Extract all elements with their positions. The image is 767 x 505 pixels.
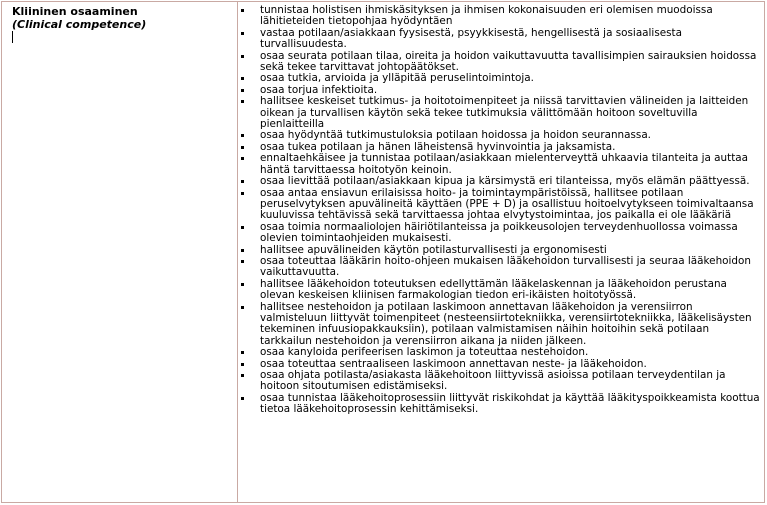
list-item: osaa torjua infektioita. bbox=[260, 85, 760, 96]
list-item: vastaa potilaan/asiakkaan fyysisestä, psyykkisestä, hengellisestä ja sosiaalisesta turvallisuudesta. bbox=[260, 28, 760, 51]
competence-table bbox=[1, 1, 765, 503]
section-title-en: (Clinical competence) bbox=[12, 18, 147, 31]
competence-list-cell bbox=[238, 2, 764, 502]
text-cursor bbox=[12, 31, 13, 43]
list-item: osaa seurata potilaan tilaa, oireita ja hoidon vaikuttavuutta tavallisimpien sairauksien hoidossa sekä tekee tarvittavat johtopäätökset. bbox=[260, 51, 760, 74]
list-item: osaa tunnistaa lääkehoitoprosessiin liittyvät riskikohdat ja käyttää lääkityspoikkeamista koottua tietoa lääkehoitoprosessin kehittämiseksi. bbox=[260, 391, 760, 416]
list-item: hallitsee nestehoidon ja potilaan laskimoon annettavan lääkehoidon ja verensiirron valmisteluun liittyvät toimenpiteet (nesteensiirtotekniikka, verensiirtotekniikka, lääkelisäysten tekeminen infuusiopakkauksiin), potilaan valmistamisen näihin hoitoihin sekä potilaan tarkkailun nestehoidon ja verensiirron aikana ja niiden jälkeen. bbox=[260, 302, 760, 348]
list-item: osaa hyödyntää tutkimustuloksia potilaan hoidossa ja hoidon seurannassa. bbox=[260, 130, 760, 141]
list-item: osaa ohjata potilasta/asiakasta lääkehoitoon liittyvissä asioissa potilaan terveydentilan ja hoitoon sitoutumisen edistämiseksi. bbox=[260, 370, 760, 393]
list-item: osaa tutkia, arvioida ja ylläpitää peruselintoimintoja. bbox=[260, 73, 760, 84]
list-item: tunnistaa holistisen ihmiskäsityksen ja ihmisen kokonaisuuden eri olemisen muodoissa lähitieteiden tietopohjaa hyödyntäen bbox=[260, 5, 760, 28]
list-item: osaa toteuttaa sentraaliseen laskimoon annettavan neste- ja lääkehoidon. bbox=[260, 359, 760, 370]
list-item: hallitsee lääkehoidon toteutuksen edellyttämän lääkelaskennan ja lääkehoidon perustana olevan keskeisen kliinisen farmakologian tiedon eri-ikäisten hoitotyössä. bbox=[260, 279, 760, 302]
list-item: osaa lievittää potilaan/asiakkaan kipua ja kärsimystä eri tilanteissa, myös elämän päättyessä. bbox=[260, 176, 760, 187]
list-item: ennaltaehkäisee ja tunnistaa potilaan/asiakkaan mielenterveyttä uhkaavia tilanteita ja auttaa häntä tarvittaessa hoitotyön keinoin. bbox=[260, 153, 760, 176]
list-item: osaa kanyloida perifeerisen laskimon ja toteuttaa nestehoidon. bbox=[260, 347, 760, 358]
list-item: osaa toimia normaaliolojen häiriötilanteissa ja poikkeusolojen terveydenhuollossa voimassa olevien toimintaohjeiden mukaisesti. bbox=[260, 222, 760, 245]
competence-list bbox=[260, 5, 760, 416]
list-item: hallitsee keskeiset tutkimus- ja hoitotoimenpiteet ja niissä tarvittavien välineiden ja laitteiden oikean ja turvallisen käytön sekä tekee tutkimuksia välittömään hoitoon soveltuvilla pienlaitteilla bbox=[260, 96, 760, 130]
section-title-fi: Kliininen osaaminen bbox=[12, 5, 138, 18]
list-item: osaa toteuttaa lääkärin hoito-ohjeen mukaisen lääkehoidon turvallisesti ja seuraa lääkehoidon vaikuttavuutta. bbox=[260, 256, 760, 279]
section-header-cell bbox=[2, 2, 238, 502]
list-item: osaa tukea potilaan ja hänen läheistensä hyvinvointia ja jaksamista. bbox=[260, 142, 760, 153]
list-item: hallitsee apuvälineiden käytön potilasturvallisesti ja ergonomisesti bbox=[260, 245, 760, 256]
list-item: osaa antaa ensiavun erilaisissa hoito- ja toimintaympäristöissä, hallitsee potilaan peruselvytyksen apuvälineitä käyttäen (PPE + D) ja osallistuu hoitoelvytykseen toimivaltaansa kuuluvissa tehtävissä sekä tarvittaessa johtaa elvytystoimintaa, jos paikalla ei ole lääkäriä bbox=[260, 188, 760, 222]
